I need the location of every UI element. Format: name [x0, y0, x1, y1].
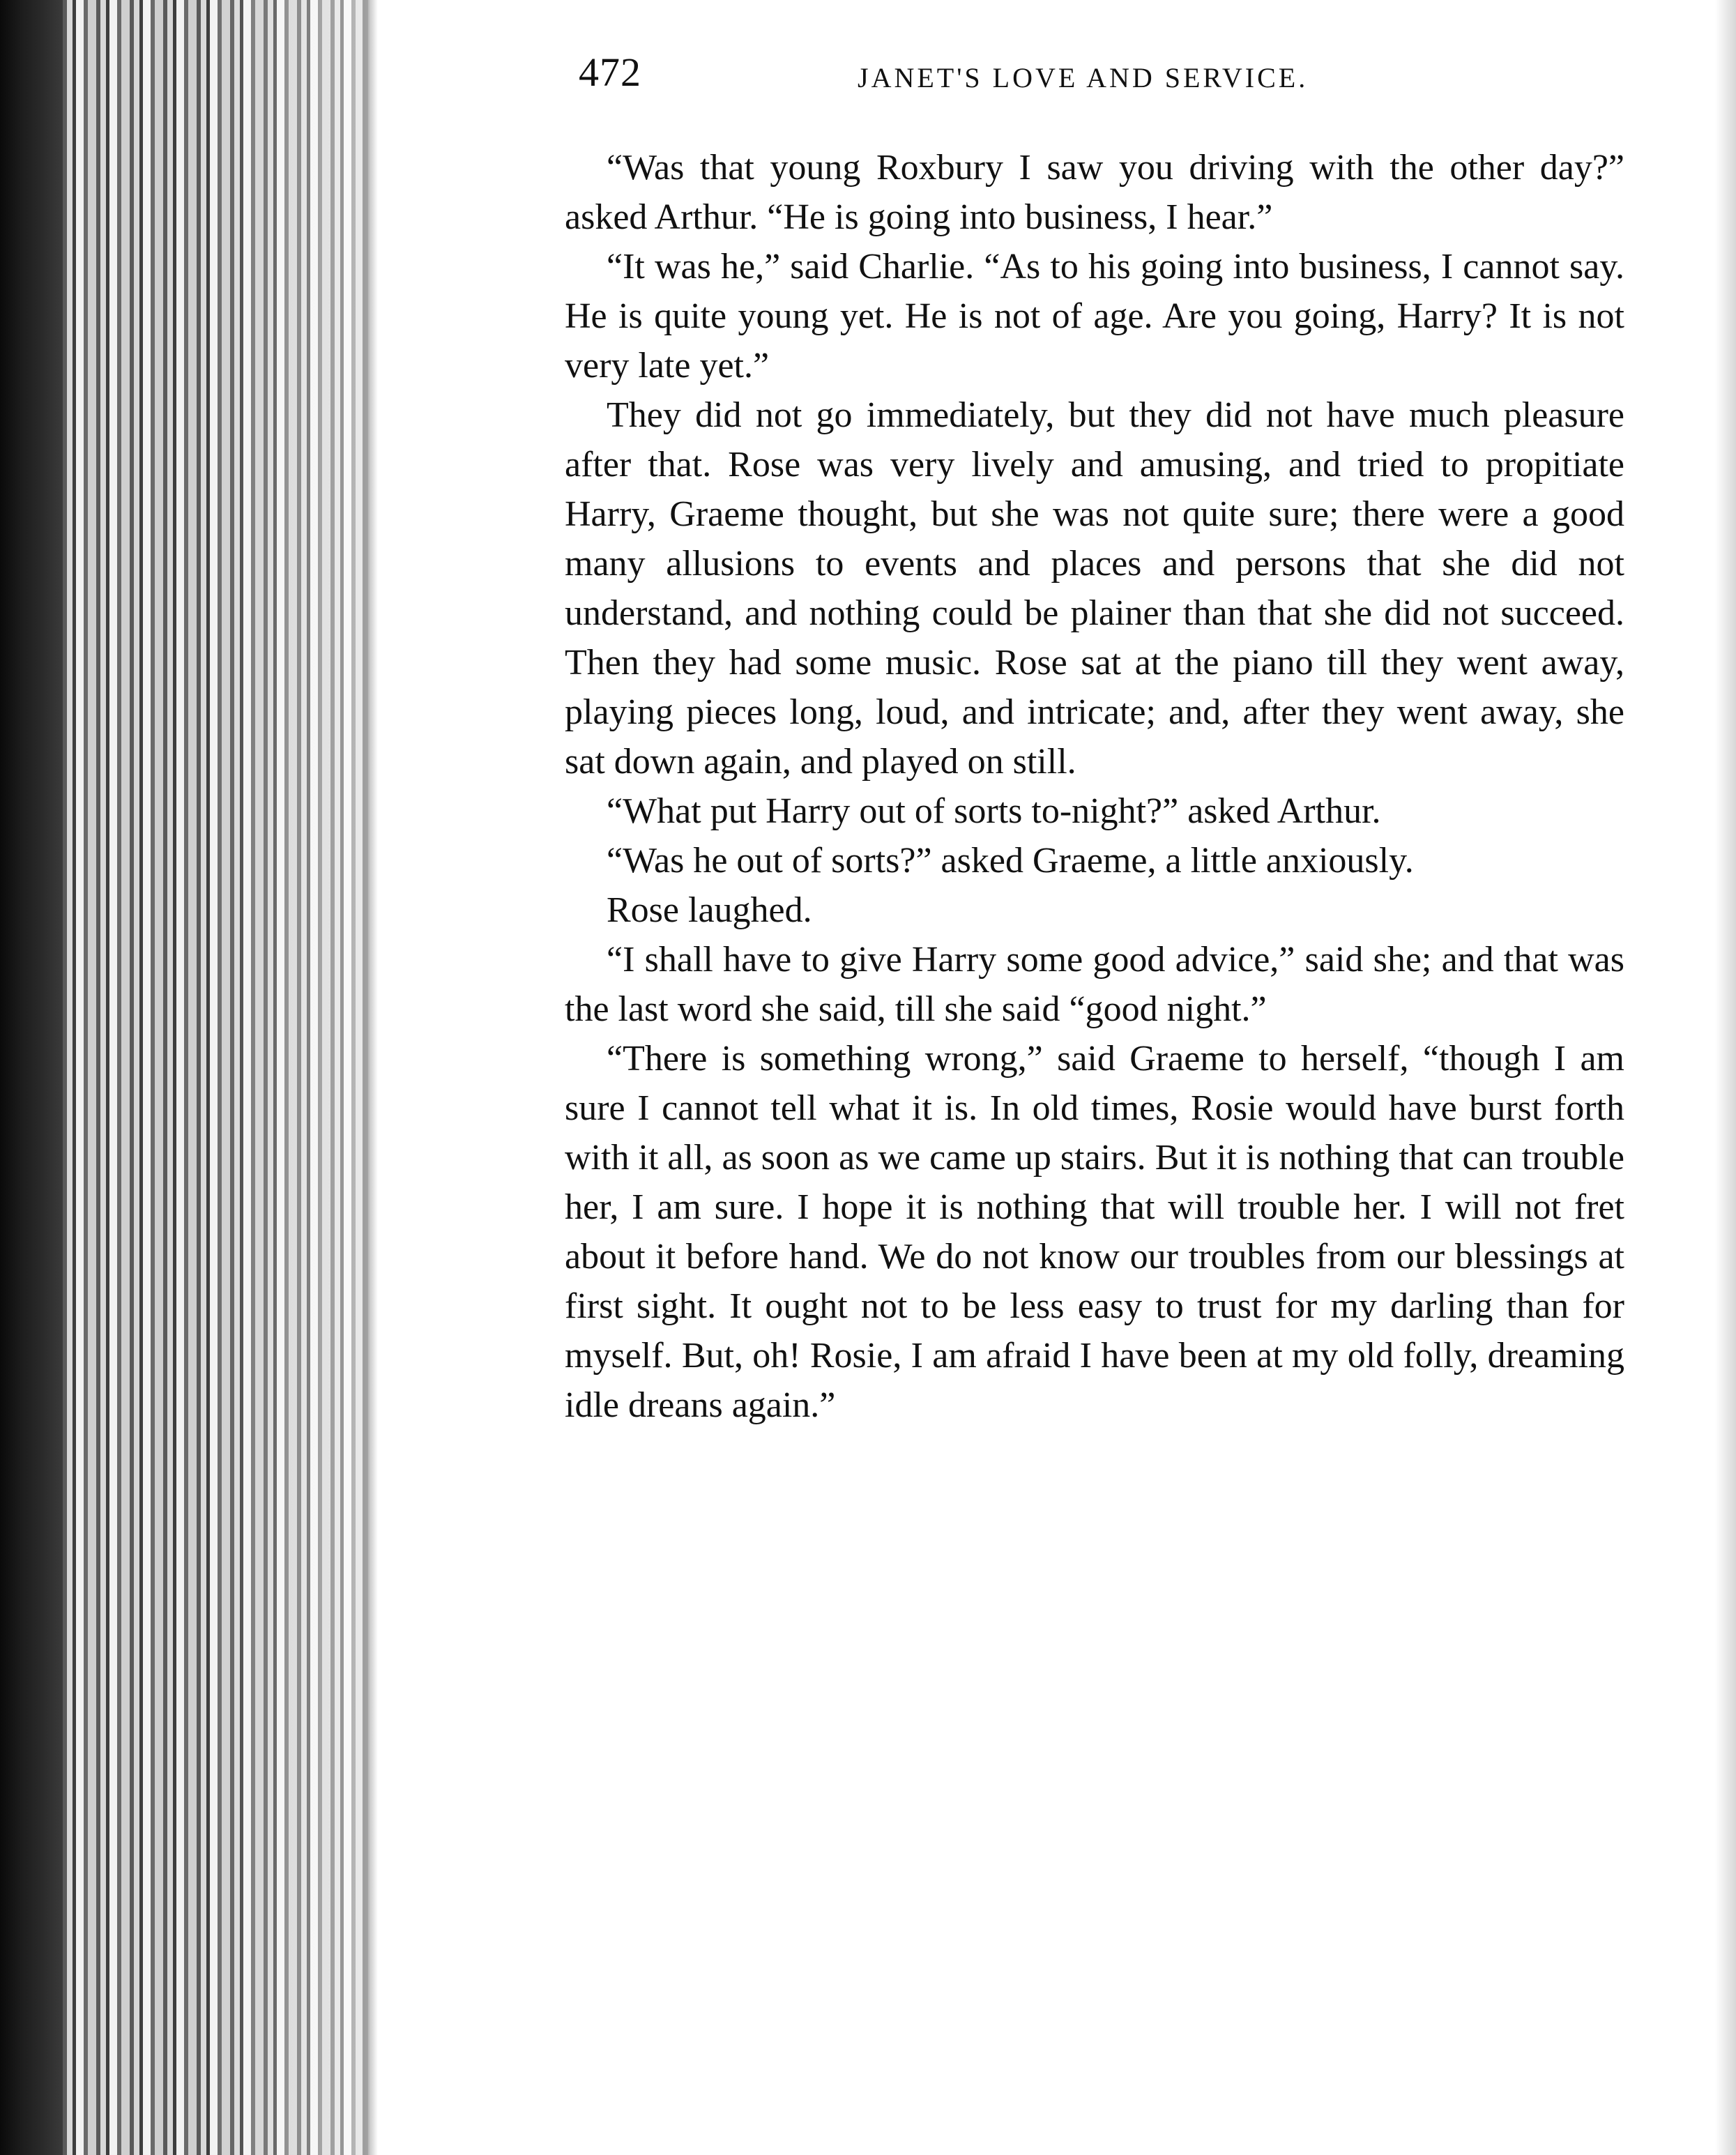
running-title: JANET'S LOVE AND SERVICE. [858, 62, 1309, 93]
page-number: 472 [579, 50, 641, 95]
running-head [565, 49, 1624, 125]
body-text [565, 143, 1624, 1430]
paragraph: “It was he,” said Charlie. “As to his going into business, I cannot say. He is quite young yet. He is not of age. Are you going, Harry? It is not very late yet.” [565, 247, 1624, 386]
paragraph: “Was that young Roxbury I saw you driving with the other day?” asked Arthur. “He is going into business, I hear.” [565, 148, 1624, 237]
book-binding-edge [0, 0, 63, 2155]
page-edges-fade [209, 0, 370, 2155]
gutter-shadow [363, 0, 378, 2155]
right-margin-shadow [1715, 0, 1736, 2155]
paragraph: “I shall have to give Harry some good advice,” said she; and that was the last word she said, till she said “good night.” [565, 940, 1624, 1029]
paragraph: Rose laughed. [607, 890, 812, 930]
paragraph: “Was he out of sorts?” asked Graeme, a little anxiously. [607, 841, 1414, 881]
paragraph: “There is something wrong,” said Graeme to herself, “though I am sure I cannot tell what it is. In old times, Rosie would have burst forth with it all, as soon as we came up stairs. But it is nothing that can trouble her, I am sure. I hope it is nothing that will trouble her. I will not fret about it before hand. We do not know our troubles from our blessings at first sight. It ought not to be less easy to trust for my darling than for myself. But, oh! Rosie, I am afraid I have been at my old folly, dreaming idle dreans again.” [565, 1039, 1624, 1425]
paragraph: “What put Harry out of sorts to-night?” asked Arthur. [607, 791, 1381, 831]
paragraph: They did not go immediately, but they did not have much pleasure after that. Rose was very lively and amusing, and tried to propitiate Harry, Graeme thought, but she was not quite sure; there were a good many allusions to events and places and persons that she did not understand, and nothing could be plainer than that she did not succeed. Then they had some music. Rose sat at the piano till they went away, playing pieces long, loud, and intricate; and, after they went away, she sat down again, and played on still. [565, 395, 1624, 782]
book-page [565, 49, 1624, 1430]
